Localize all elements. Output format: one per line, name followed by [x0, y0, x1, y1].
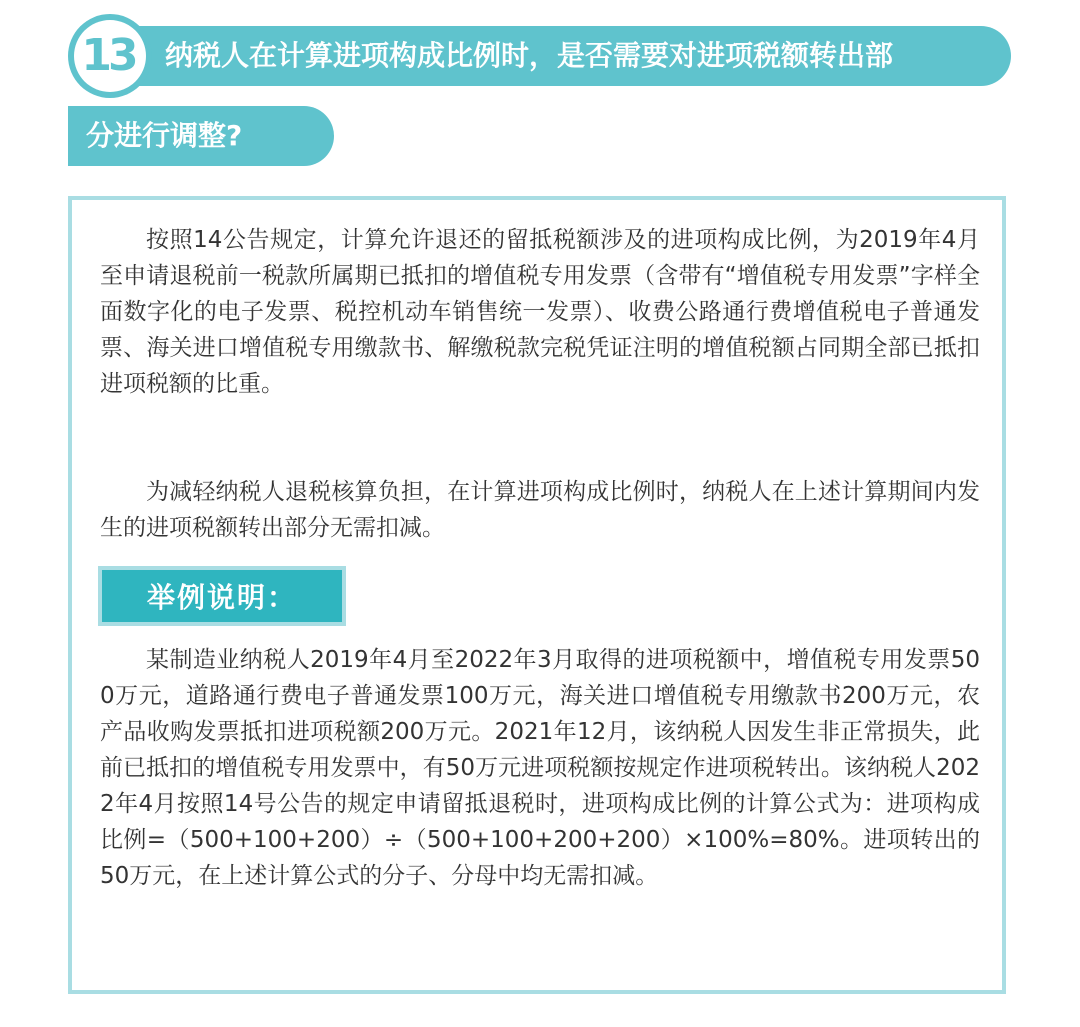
question-number-badge — [68, 14, 152, 98]
question-title-line1: 纳税人在计算进项构成比例时，是否需要对进项税额转出部 — [165, 39, 894, 72]
example-label: 举例说明： — [102, 570, 342, 622]
answer-paragraph-1: 按照14公告规定，计算允许退还的留抵税额涉及的进项构成比例，为2019年4月至申请退税前一税款所属期已抵扣的增值税专用发票（含带有“增值税专用发票”字样全面数字化的电子发票、税控机动车销售统一发票）、收费公路通行费增值税电子普通发票、海关进口增值税专用缴款书、解缴税款完税凭证注明的增值税额占同期全部已抵扣进项税额的比重。 — [100, 227, 980, 397]
example-label-box — [98, 566, 346, 626]
question-number: 13 — [81, 30, 135, 81]
badge-inner-circle — [74, 20, 146, 92]
answer-paragraph-2: 为减轻纳税人退税核算负担，在计算进项构成比例时，纳税人在上述计算期间内发生的进项税额转出部分无需扣减。 — [100, 479, 980, 541]
question-title-line2: 分进行调整? — [86, 119, 243, 152]
example-paragraph: 某制造业纳税人2019年4月至2022年3月取得的进项税额中，增值税专用发票500万元，道路通行费电子普通发票100万元，海关进口增值税专用缴款书200万元，农产品收购发票抵扣进项税额200万元。2021年12月，该纳税人因发生非正常损失，此前已抵扣的增值税专用发票中，有50万元进项税额按规定作进项税转出。该纳税人2022年4月按照14号公告的规定申请留抵退税时，进项构成比例的计算公式为：进项构成比例=（500+100+200）÷（500+100+200+200）×100%=80%。进项转出的50万元，在上述计算公式的分子、分母中均无需扣减。 — [100, 647, 980, 889]
